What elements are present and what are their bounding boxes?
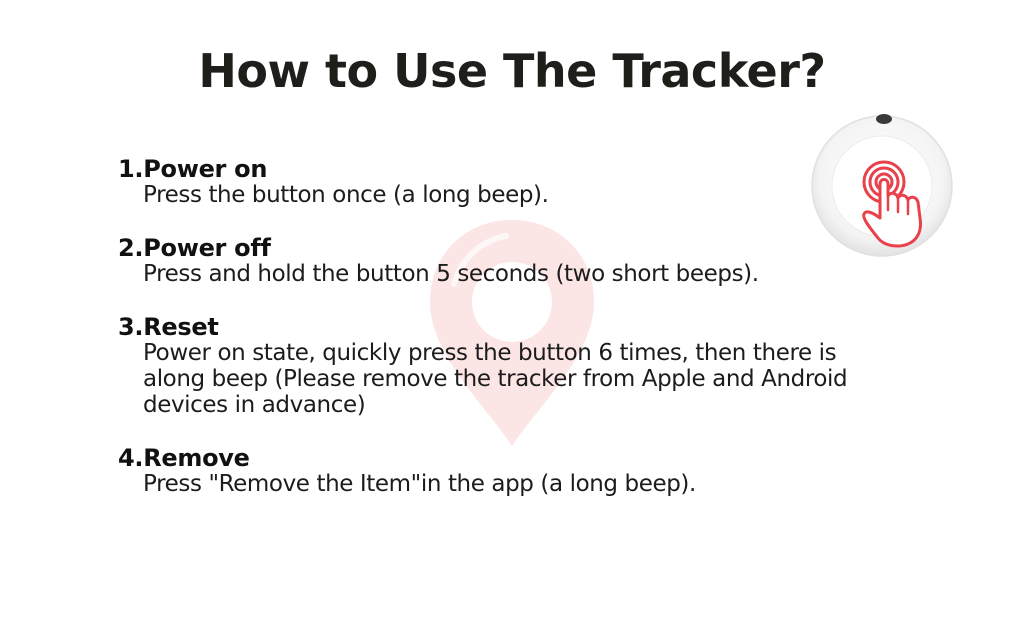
step-power-on xyxy=(118,156,918,208)
step-remove xyxy=(118,445,918,497)
step-heading: 4.Remove xyxy=(118,444,250,472)
step-power-off xyxy=(118,235,918,287)
step-description: Power on state, quickly press the button 6 times, then there is along beep (Please remove the tracker from Apple and Android devices in advance) xyxy=(143,340,848,418)
step-heading: 3.Reset xyxy=(118,313,219,341)
step-reset xyxy=(118,314,918,418)
page-title: How to Use The Tracker? xyxy=(198,44,826,98)
step-heading: 1.Power on xyxy=(118,155,268,183)
step-description: Press "Remove the Item"in the app (a long beep). xyxy=(143,471,696,497)
tracker-device-icon xyxy=(806,106,958,258)
steps-list xyxy=(118,156,918,524)
step-description: Press the button once (a long beep). xyxy=(143,182,549,208)
step-description: Press and hold the button 5 seconds (two short beeps). xyxy=(143,261,759,287)
step-heading: 2.Power off xyxy=(118,234,271,262)
